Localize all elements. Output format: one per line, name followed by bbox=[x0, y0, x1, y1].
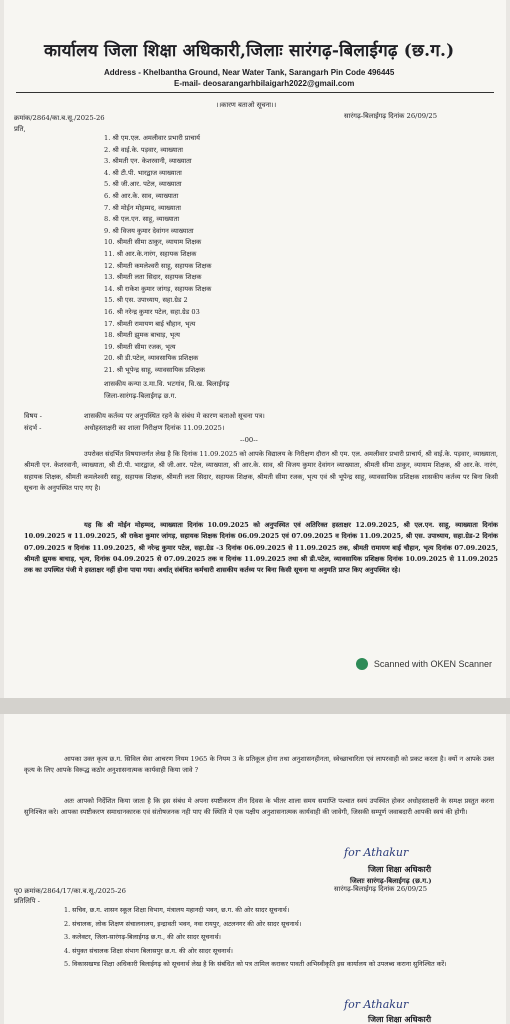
office-address: Address - Khelbantha Ground, Near Water Tank, Sarangarh Pin Code 496445 bbox=[104, 68, 395, 77]
paragraph-3: आपका उक्त कृत्य छ.ग. सिविल सेवा आचरण नियम 1965 के नियम 3 के प्रतिकूल होना तथा अनुशासनहीनता, स्वेच्छाचारिता एवं लापरवाही को प्रकट करता है। क्यों न आपके उक्त कृत्य के लिए आपके विरूद्ध कठोर अनुशासनात्मक कार्यवाही किया जावे ? bbox=[24, 755, 494, 775]
recipient-item: 2. श्री वाई.के. पड़वार, व्याख्याता bbox=[104, 145, 184, 154]
office-title: कार्यालय जिला शिक्षा अधिकारी,जिलाः सारंगढ़-बिलाईगढ़ (छ.ग.) bbox=[44, 41, 455, 61]
recipient-item: 7. श्री मोईन मोहम्मद, व्याख्याता bbox=[104, 203, 181, 212]
scanner-logo-icon bbox=[356, 658, 368, 670]
copy-reference-number: पृ0 क्रमांक/2864/17/का.ब.सू./2025-26 bbox=[14, 887, 126, 895]
subject-text: शासकीय कर्तव्य पर अनुपस्थित रहने के संबंध मे कारण बताओ सूचना पत्र। bbox=[84, 412, 265, 420]
officer-place: जिलाः सारंगढ़-बिलाईगढ़ (छ.ग.) bbox=[350, 877, 432, 885]
header-rule bbox=[16, 92, 494, 93]
recipient-item: 16. श्री नरेन्द्र कुमार पटेल, सहा.ग्रेड 03 bbox=[104, 307, 200, 316]
signature-2: for Athakur bbox=[344, 998, 409, 1011]
recipient-item: 21. श्री भूपेन्द्र साहू, व्यावसायिक प्रशिक्षक bbox=[104, 365, 205, 374]
signature: for Athakur bbox=[344, 846, 409, 859]
reference-number: क्रमांक/2864/का.ब.सू./2025-26 bbox=[14, 114, 105, 122]
paragraph-2: यह कि श्री मोईन मोहम्मद, व्याख्याता दिनांक 10.09.2025 को अनुपस्थित एवं अतिरिक्त हस्ताक्षर 12.09.2025, श्री एल.एन. साहू, व्याख्याता दिनांक 10.09.2025 व 11.09.2025, श्री राकेश कुमार जांगड़, सहायक शिक्षक दिनांक 06.09.2025 एवं 07.09.2025 व दिनांक 11.09.2025, श्री एस. उपाध्याय, सहा.ग्रेड-2 दिनांक 07.09.2025 व दिनांक 11.09.2025, श्री नरेन्द्र कुमार पटेल, सहा.ग्रेड -3 दिनांक 06.09.2025 से 11.09.2025 तक, श्रीमती रामायण बाई चौहान, भृत्य दिनांक 07.09.2025, श्रीमती झुमक बाचाड़, भृत्य, दिनांक 04.09.2025 से 07.09.2025 तक व दिनांक 11.09.2025 तथा श्री डी.पटेल, व्यावसायिक प्रशिक्षक दिनांक 10.09.2025 से 11.09.2025 तक का उपस्थित पंजी मे हस्ताक्षर नहीं होना पाया गया। अर्थात् संबंधित कर्मचारी शासकीय कर्तव्य पर बिना किसी सूचना या अनुमति प्राप्त किए अनुपस्थित रहे। bbox=[24, 521, 498, 575]
recipient-item: 3. श्रीमती एन. केशरवानी, व्याख्याता bbox=[104, 157, 192, 166]
copy-item: 4. संयुक्त संचालक शिक्षा संभाग बिलासपुर छ.ग. की ओर सादर सूचनार्थ। bbox=[64, 946, 233, 955]
subject-label: विषय - bbox=[24, 412, 42, 420]
document-page-1 bbox=[4, 0, 506, 698]
recipient-item: 10. श्रीमती सीमा ठाकुर, व्यायाम शिक्षक bbox=[104, 238, 202, 247]
recipient-item: 15. श्री एस. उपाध्याय, सहा.ग्रेड 2 bbox=[104, 296, 188, 305]
page-gap bbox=[0, 698, 510, 714]
paragraph-1: उपरोक्त संदर्भित विषयान्तर्गत लेख है कि दिनांक 11.09.2025 को आपके विद्यालय के निरीक्षण दौरान श्री एम. एल. अमलीवार प्रभारी प्राचार्य, श्री वाई.के. पड़वार, व्याख्याता, श्रीमती एन. केशरवानी, व्याख्याता, श्री टी.पी. भारद्वाज, श्री जी.आर. पटेल, व्याख्याता, श्री आर.के. साव, श्री विजय कुमार देवांगन व्याख्याता, श्रीमती सीमा ठाकुर, व्यायाम शिक्षक, श्री आर.के. नारंग, सहायक शिक्षक, श्रीमती कमलेश्वरी साहू, सहायक शिक्षक, श्रीमती लता सिदार, सहायक शिक्षक, श्रीमती सीमा रजक, भृत्य एवं श्री भूपेन्द्र साहू, व्यावसायिक प्रशिक्षक शासकीय कर्तव्य पर बिना किसी सूचना के अनुपस्थित पाए गए है। bbox=[24, 450, 498, 492]
copy-item: 5. विकासखण्ड शिक्षा अधिकारी बिलाईगढ़ को सूचनार्थ लेख है कि संबंधित को पत्र तामिल कराकर पावती अभिस्वीकृति इस कार्यालय को उपलब्ध कराना सुनिश्चित करें। bbox=[64, 960, 447, 968]
recipient-item: 1. श्री एम.एल. अमलीवार प्रभारी प्राचार्य bbox=[104, 134, 200, 142]
recipient-item: 13. श्रीमती लता सिदार, सहायक शिक्षक bbox=[104, 273, 202, 282]
copy-item: 1. सचिव, छ.ग. शासन स्कूल शिक्षा विभाग, मंत्रालय महानदी भवन, छ.ग. की ओर सादर सूचनार्थ। bbox=[64, 906, 290, 914]
recipient-item: 20. श्री डी.पटेल, व्यावसायिक प्रशिक्षक bbox=[104, 354, 199, 363]
recipient-item: 5. श्री जी.आर. पटेल, व्याख्याता bbox=[104, 180, 182, 189]
recipient-item: 11. श्री आर.के.नारंग, सहायक शिक्षक bbox=[104, 249, 197, 258]
recipient-item: 18. श्रीमती झुमक बाचाड़, भृत्य bbox=[104, 331, 181, 340]
copy-place-date: सारंगढ़-बिलाईगढ़ दिनांक 26/09/25 bbox=[334, 885, 428, 893]
divider-text: --00-- bbox=[240, 436, 258, 444]
scanner-text: Scanned with OKEN Scanner bbox=[373, 659, 492, 669]
document-page-2 bbox=[4, 714, 506, 1024]
reference-text: अधोहस्ताक्षरी का शाला निरीक्षण दिनांक 11.09.2025। bbox=[84, 424, 225, 432]
school-district: जिला-सारंगढ़-बिलाईगढ़ छ.ग. bbox=[104, 392, 177, 400]
officer-title: जिला शिक्षा अधिकारी bbox=[368, 864, 432, 874]
officer-title-2: जिला शिक्षा अधिकारी bbox=[368, 1014, 432, 1024]
recipient-list bbox=[104, 133, 211, 376]
place-date: सारंगढ़-बिलाईगढ़ दिनांक 26/09/25 bbox=[344, 112, 438, 120]
recipient-item: 4. श्री टी.पी. भारद्वाज व्याख्याता bbox=[104, 168, 182, 177]
school-name: शासकीय कन्या उ.मा.वि. भटगांव, वि.ख. बिलाईगढ़ bbox=[104, 380, 230, 388]
recipient-item: 6. श्री आर.के. साव, व्याख्याता bbox=[104, 191, 179, 200]
recipient-item: 9. श्री विजय कुमार देवांगन व्याख्याता bbox=[104, 226, 194, 235]
paragraph-4: अतः आपको निर्देशित किया जाता है कि इस संबंध मे अपना स्पष्टीकरण तीन दिवस के भीतर शाला समय समाप्ति पश्चात स्वयं उपस्थित होकर अधोहस्ताक्षरी के समक्ष प्रस्तुत करना सुनिश्चित करे। आपका स्पष्टीकरण समाधानकारक एवं संतोषजनक नही पाए की स्थिति मे एक पक्षीय अनुशासनात्मक कार्यवाही की जावेगी, जिसकी सम्पूर्ण जवाबदारी आपकी स्वयं की होगी। bbox=[24, 797, 494, 817]
copy-item: 3. कलेक्टर, जिला-सारंगढ़-बिलाईगढ़ छ.ग., की ओर सादर सूचनार्थ। bbox=[64, 933, 221, 941]
recipient-item: 12. श्रीमती कमलेश्वरी साहू, सहायक शिक्षक bbox=[104, 261, 212, 270]
recipient-item: 8. श्री एल.एन. साहू, व्याख्याता bbox=[104, 215, 180, 224]
prati-label: प्रति, bbox=[14, 125, 26, 133]
scanner-watermark bbox=[356, 658, 492, 670]
recipient-item: 14. श्री राकेश कुमार जांगड़, सहायक शिक्षक bbox=[104, 284, 212, 293]
notice-label: ।।कारण बताओ सूचना।। bbox=[216, 101, 277, 109]
reference-label: संदर्भ - bbox=[24, 424, 42, 432]
recipient-item: 19. श्रीमती सीमा रजक, भृत्य bbox=[104, 342, 176, 351]
recipient-item: 17. श्रीमती रामायण बाई चौहान, भृत्य bbox=[104, 319, 196, 328]
office-email: E-mail- deosarangarhbilaigarh2022@gmail.com bbox=[174, 79, 355, 88]
copy-item: 2. संचालक, लोक शिक्षण संचालनालय, इन्द्रावती भवन, नवा रायपुर, अटलनगर की ओर सादर सूचनार्थ। bbox=[64, 919, 302, 928]
copy-list bbox=[64, 904, 447, 972]
copy-label: प्रतिलिपि - bbox=[14, 897, 40, 905]
